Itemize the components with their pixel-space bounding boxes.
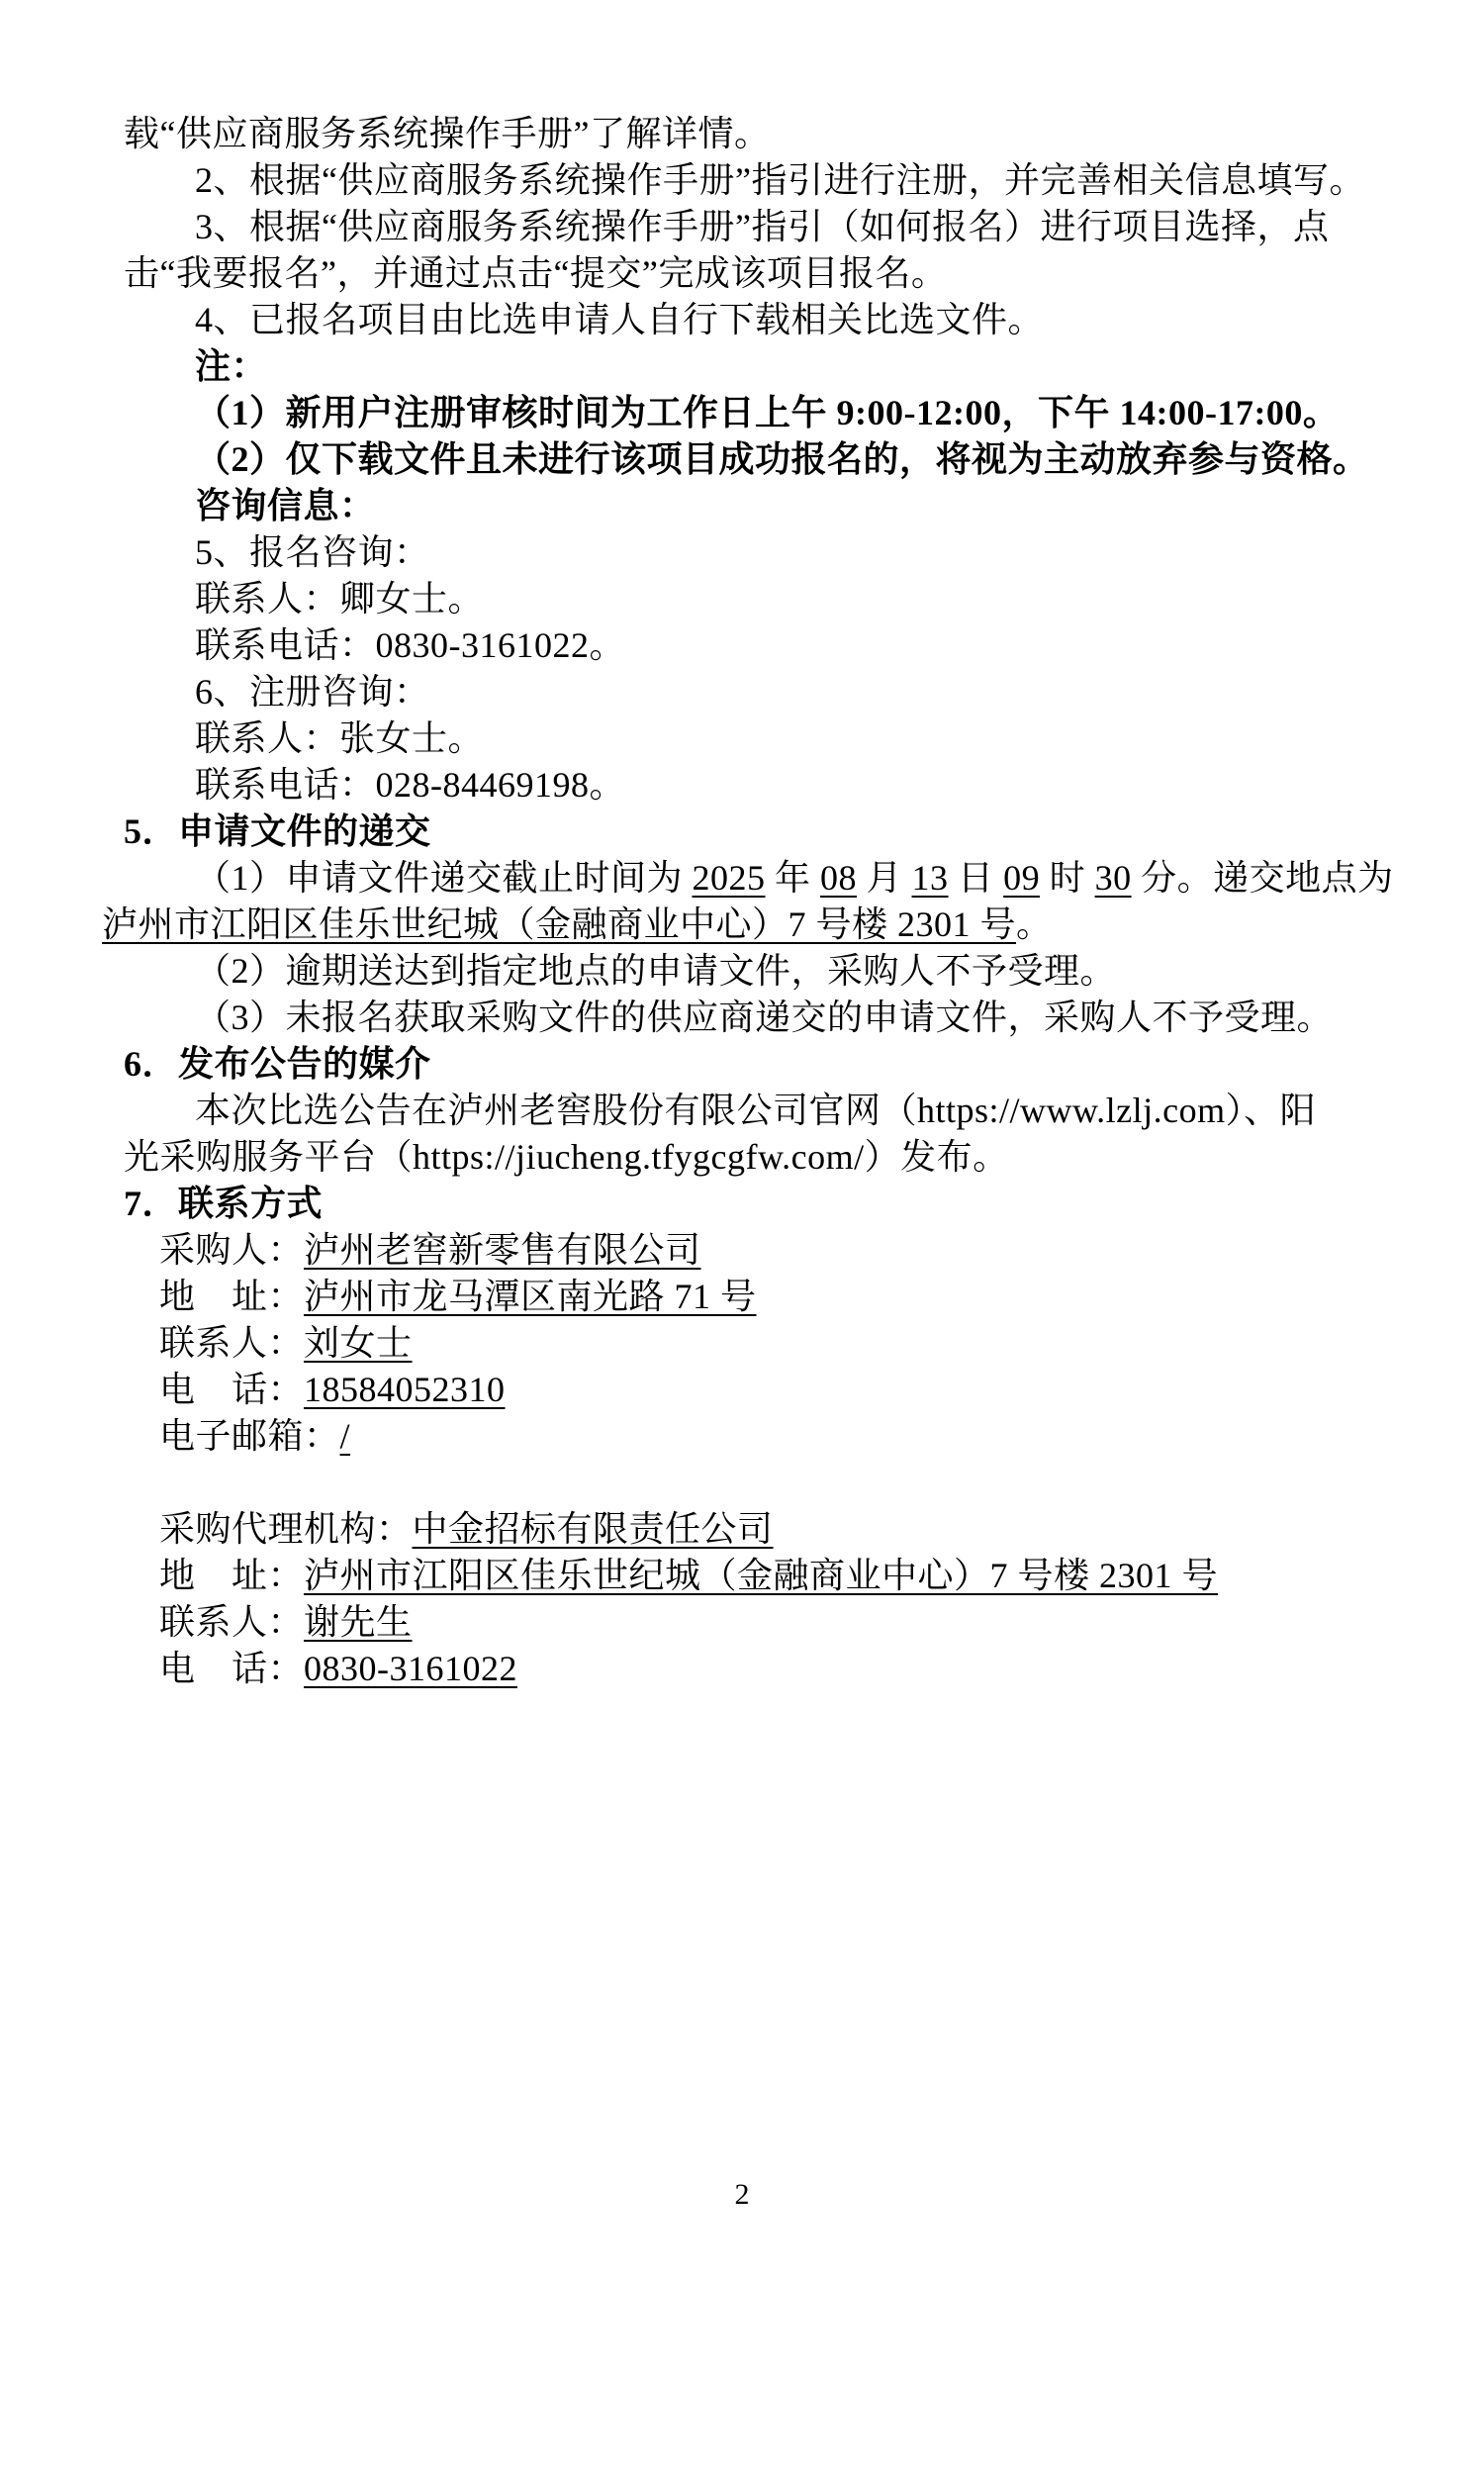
- document-line: [0, 995, 1484, 1041]
- document-line: [0, 1646, 1484, 1692]
- underlined-value: 泸州市江阳区佳乐世纪城（金融商业中心）7 号楼 2301 号: [304, 1556, 1219, 1595]
- document-line: [0, 529, 1484, 576]
- document-line: [0, 297, 1484, 343]
- text-segment: 电 话：: [159, 1370, 305, 1409]
- text-segment: 咨询信息：: [195, 486, 376, 525]
- document-line: [0, 1506, 1484, 1553]
- text-segment: 联系人：: [159, 1602, 305, 1642]
- text-segment: 5．申请文件的递交: [124, 811, 431, 851]
- document-line: [0, 436, 1484, 483]
- underlined-value: 泸州市江阳区佳乐世纪城（金融商业中心）7 号楼 2301 号: [102, 904, 1017, 944]
- text-segment: 电子邮箱：: [159, 1416, 340, 1456]
- document-body: [0, 111, 1484, 1692]
- document-line: [0, 204, 1484, 250]
- text-segment: 联系电话：0830-3161022。: [195, 625, 625, 665]
- text-segment: 7．联系方式: [124, 1184, 324, 1223]
- text-segment: （2）仅下载文件且未进行该项目成功报名的，将视为主动放弃参与资格。: [195, 439, 1369, 479]
- document-line: [0, 1227, 1484, 1274]
- document-line: [0, 1599, 1484, 1646]
- document-line: [0, 343, 1484, 390]
- document-line: [0, 715, 1484, 762]
- underlined-value: 谢先生: [304, 1602, 413, 1642]
- document-line: [0, 576, 1484, 622]
- text-segment: 年: [765, 858, 821, 898]
- document-line: [0, 111, 1484, 157]
- text-segment: 地 址：: [159, 1277, 305, 1316]
- text-segment: 联系人：卿女士。: [195, 579, 485, 618]
- text-segment: 注：: [195, 346, 268, 386]
- text-segment: 载“供应商服务系统操作手册”了解详情。: [124, 114, 771, 153]
- text-segment: 2、根据“供应商服务系统操作手册”指引进行注册，并完善相关信息填写。: [195, 160, 1365, 200]
- document-line: [0, 622, 1484, 669]
- text-segment: 光采购服务平台（https://jiucheng.tfygcgfw.com/）发布。: [124, 1137, 1009, 1177]
- text-segment: 时: [1040, 858, 1095, 898]
- text-segment: 联系人：: [159, 1323, 305, 1363]
- text-segment: （2）逾期送达到指定地点的申请文件，采购人不予受理。: [195, 951, 1117, 991]
- document-line: [0, 1367, 1484, 1413]
- text-segment: 日: [948, 858, 1004, 898]
- document-line: [0, 948, 1484, 995]
- underlined-value: 泸州市龙马潭区南光路 71 号: [304, 1277, 757, 1316]
- document-line: [0, 1320, 1484, 1367]
- text-segment: 5、报名咨询：: [195, 532, 430, 572]
- document-line: [0, 157, 1484, 204]
- text-segment: 联系人：张女士。: [195, 718, 485, 758]
- text-segment: 采购人：: [159, 1230, 305, 1270]
- text-segment: （1）新用户注册审核时间为工作日上午 9:00-12:00，下午 14:00-17:00。: [195, 393, 1340, 432]
- text-segment: 6、注册咨询：: [195, 672, 430, 712]
- text-segment: 联系电话：028-84469198。: [195, 765, 625, 805]
- underlined-value: 2025: [692, 858, 766, 898]
- document-line: [0, 669, 1484, 715]
- section-heading: [0, 1181, 1484, 1227]
- underlined-value: /: [339, 1416, 351, 1456]
- text-segment: 月: [857, 858, 912, 898]
- text-segment: （1）申请文件递交截止时间为: [195, 858, 693, 898]
- text-segment: （3）未报名获取采购文件的供应商递交的申请文件，采购人不予受理。: [195, 998, 1334, 1037]
- document-line: [0, 483, 1484, 529]
- document-line: [0, 762, 1484, 808]
- document-line: [0, 390, 1484, 436]
- underlined-value: 13: [911, 858, 949, 898]
- text-segment: 本次比选公告在泸州老窖股份有限公司官网（https://www.lzlj.com）、阳: [195, 1091, 1317, 1130]
- underlined-value: 0830-3161022: [304, 1649, 518, 1688]
- document-line: [0, 1088, 1484, 1134]
- document-line: [0, 1413, 1484, 1460]
- page-number: 2: [734, 2178, 750, 2211]
- document-line: [0, 1134, 1484, 1181]
- document-line: [0, 250, 1484, 297]
- text-segment: 分。递交地点为: [1131, 858, 1394, 898]
- underlined-value: 09: [1003, 858, 1041, 898]
- underlined-value: 中金招标有限责任公司: [412, 1509, 774, 1549]
- underlined-value: 泸州老窖新零售有限公司: [304, 1230, 701, 1270]
- underlined-value: 30: [1094, 858, 1132, 898]
- document-line: [0, 902, 1484, 948]
- text-segment: 。: [1016, 904, 1053, 944]
- document-line: [0, 1460, 1484, 1506]
- section-heading: [0, 1041, 1484, 1088]
- document-line: [0, 1553, 1484, 1599]
- document-line: [0, 1274, 1484, 1320]
- text-segment: 采购代理机构：: [159, 1509, 413, 1549]
- text-segment: 地 址：: [159, 1556, 305, 1595]
- text-segment: 3、根据“供应商服务系统操作手册”指引（如何报名）进行项目选择，点: [195, 207, 1330, 246]
- underlined-value: 08: [820, 858, 858, 898]
- text-segment: 4、已报名项目由比选申请人自行下载相关比选文件。: [195, 300, 1045, 339]
- document-line: [0, 855, 1484, 902]
- underlined-value: 刘女士: [304, 1323, 413, 1363]
- underlined-value: 18584052310: [304, 1370, 506, 1409]
- text-segment: 击“我要报名”，并通过点击“提交”完成该项目报名。: [124, 253, 948, 293]
- text-segment: 6．发布公告的媒介: [124, 1044, 431, 1084]
- text-segment: 电 话：: [159, 1649, 305, 1688]
- section-heading: [0, 808, 1484, 855]
